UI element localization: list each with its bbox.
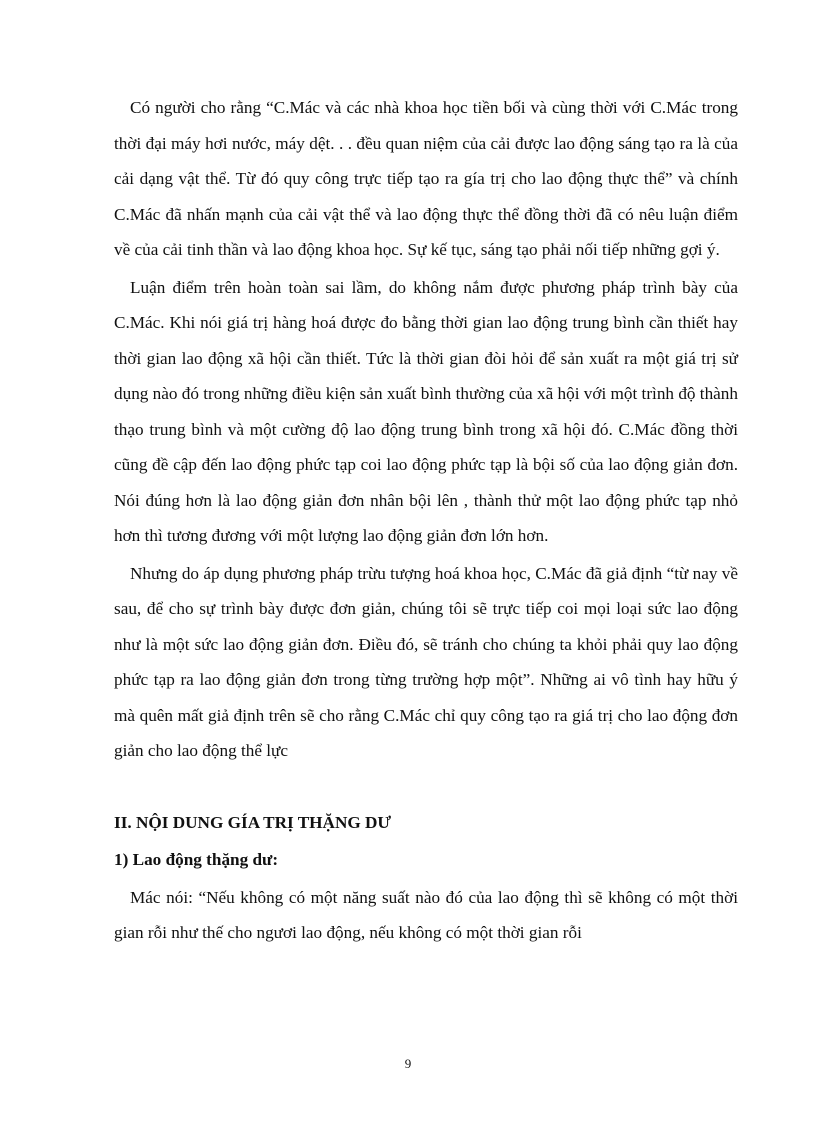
- section-heading: II. NỘI DUNG GÍA TRỊ THẶNG DƯ: [114, 812, 392, 832]
- page-number: 9: [404, 1056, 412, 1071]
- body-paragraph: Có người cho rằng “C.Mác và các nhà khoa học tiền bối và cùng thời với C.Mác trong thời đại máy hơi nước, máy dệt. . . đều quan niệm của cải được lao động sáng tạo ra là của cải dạng vật thể. Từ đó quy công trực tiếp tạo ra gía trị cho lao động thực thể” và chính C.Mác đã nhấn mạnh của cải vật thể và lao động thực thể đồng thời đã có nêu luận điểm về của cải tinh thần và lao động khoa học. Sự kế tục, sáng tạo phải nối tiếp những gợi ý.: [114, 98, 738, 259]
- subsection-heading: 1) Lao động thặng dư:: [114, 850, 279, 869]
- page-content: [114, 90, 738, 951]
- body-paragraph: Luận điểm trên hoàn toàn sai lầm, do không nắm được phương pháp trình bày của C.Mác. Khi nói giá trị hàng hoá được đo bằng thời gian lao động trung bình cần thiết hay thời gian lao động xã hội cần thiết. Tức là thời gian đòi hỏi để sản xuất ra một giá trị sử dụng nào đó trong những điều kiện sản xuất bình thường của xã hội với một trình độ thành thạo trung bình và một cường độ lao động trung bình trong xã hội đó. C.Mác đồng thời cũng đề cập đến lao động phức tạp coi lao động phức tạp là bội số của lao động giản đơn. Nói đúng hơn là lao động giản đơn nhân bội lên , thành thử một lao động phức tạp nhỏ hơn thì tương đương với một lượng lao động giản đơn lớn hơn.: [114, 277, 738, 545]
- body-paragraph: Mác nói: “Nếu không có một năng suất nào đó của lao động thì sẽ không có một thời gian rỗi như thế cho ngươi lao động, nếu không có một thời gian rỗi: [114, 887, 738, 942]
- body-paragraph: Nhưng do áp dụng phương pháp trừu tượng hoá khoa học, C.Mác đã giả định “từ nay về sau, để cho sự trình bày được đơn giản, chúng tôi sẽ trực tiếp coi mọi loại sức lao động như là một sức lao động giản đơn. Điều đó, sẽ tránh cho chúng ta khỏi phải quy lao động phức tạp ra lao động giản đơn trong từng trường hợp một”. Những ai vô tình hay hữu ý mà quên mất giả định trên sẽ cho rằng C.Mác chỉ quy công tạo ra giá trị cho lao động đơn giản cho lao động thể lực: [114, 563, 738, 760]
